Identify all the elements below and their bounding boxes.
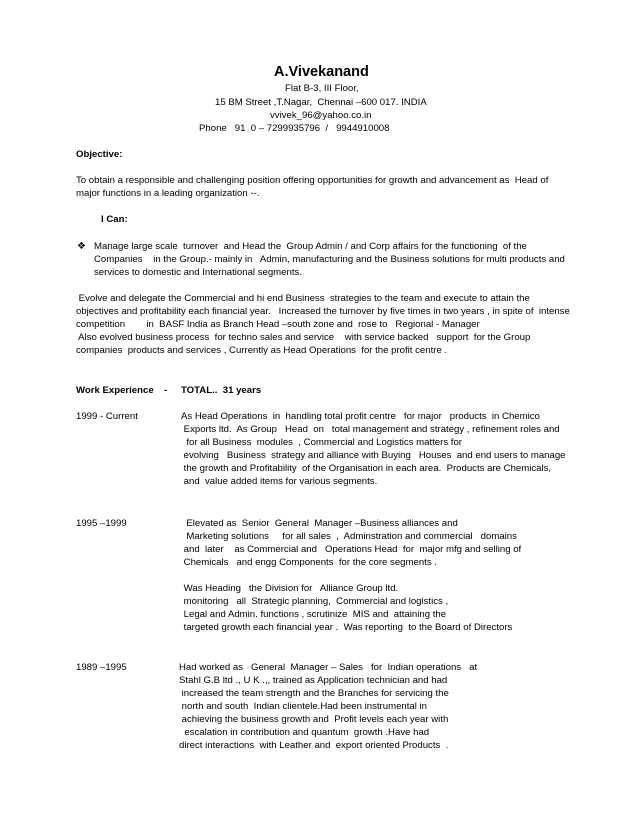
objective-heading: Objective: — [76, 149, 123, 160]
entry-line: Exports ltd. As Group Head on total management and strategy , refinement roles and — [181, 424, 560, 435]
entry-period: 1999 - Current — [76, 411, 138, 422]
diamond-bullet-icon: ❖ — [77, 241, 86, 252]
entry-line: north and south Indian clientele.Had been instrumental in — [179, 701, 427, 712]
entry-line: Stahl G.B ltd ., U K .,, trained as Application technician and had — [179, 675, 448, 686]
entry-line: Had worked as General Manager – Sales for Indian operations at — [179, 662, 478, 673]
ican-paragraph-line: objectives and profitability each financial year. Increased the turnover by five times in two years , in spite of intense — [76, 306, 570, 317]
entry-line: Chemicals and engg Components for the core segments . — [181, 557, 437, 568]
entry-line: for all Business modules , Commercial and Logistics matters for — [181, 437, 462, 448]
ican-paragraph-line: Evolve and delegate the Commercial and hi end Business strategies to the team and execute to attain the — [76, 293, 530, 304]
bullet-line: services to domestic and International segments. — [94, 267, 302, 278]
ican-paragraph-line: companies products and services , Currently as Head Operations for the profit centre . — [76, 345, 448, 356]
entry-line: achieving the business growth and Profit levels each year with — [179, 714, 449, 725]
ican-heading: I Can: — [101, 214, 128, 225]
entry-line: increased the team strength and the Branches for servicing the — [179, 688, 449, 699]
entry-line: escalation in contribution and quantum growth .Have had — [179, 727, 430, 738]
address-line-1: Flat B-3, III Floor, — [285, 83, 359, 94]
total-experience: TOTAL.. 31 years — [181, 385, 262, 396]
entry-line: direct interactions with Leather and export oriented Products . — [179, 740, 449, 751]
objective-line: To obtain a responsible and challenging position offering opportunities for growth and advancement as Head of — [76, 175, 549, 186]
phone-numbers: Phone 91 0 – 7299935796 / 9944910008 — [199, 123, 390, 134]
entry-line: Elevated as Senior General Manager –Business alliances and — [181, 518, 458, 529]
entry-line: Marketing solutions for all sales , Adminstration and commercial domains — [181, 531, 517, 542]
objective-line: major functions in a leading organization --. — [76, 188, 260, 199]
entry-line: the growth and Profitability of the Organisation in each area. Products are Chemicals, — [181, 463, 552, 474]
entry-line: and later as Commercial and Operations Head for major mfg and selling of — [181, 544, 522, 555]
email-address: vvivek_96@yahoo.co.in — [270, 110, 372, 121]
entry-line: Was Heading the Division for Alliance Group ltd. — [181, 583, 399, 594]
entry-line: monitoring all Strategic planning, Commercial and logistics , — [181, 596, 449, 607]
entry-line: and value added items for various segments. — [181, 476, 378, 487]
entry-period: 1995 –1999 — [76, 518, 127, 529]
ican-paragraph-line: Also evolved business process for techno sales and service with service backed support for the Group — [76, 332, 531, 343]
entry-line: evolving Business strategy and alliance with Buying Houses and end users to manage — [181, 450, 566, 461]
bullet-line: Companies in the Group.- mainly in Admin, manufacturing and the Business solutions for multi products and — [94, 254, 565, 265]
entry-line: As Head Operations in handling total profit centre for major products in Chemico — [181, 411, 540, 422]
bullet-line: Manage large scale turnover and Head the Group Admin / and Corp affairs for the functioning of the — [94, 241, 527, 252]
entry-line: Legal and Admin. functions , scrutinize MIS and attaining the — [181, 609, 447, 620]
entry-line: targeted growth each financial year . Was reporting to the Board of Directors — [181, 622, 513, 633]
entry-period: 1989 –1995 — [76, 662, 127, 673]
candidate-name: A.Vivekanand — [274, 64, 369, 80]
address-line-2: 15 BM Street ,T.Nagar, Chennai –600 017. INDIA — [215, 97, 427, 108]
work-experience-heading: Work Experience — [76, 385, 154, 396]
ican-paragraph-line: competition in BASF India as Branch Head –south zone and rose to Regional - Manager — [76, 319, 480, 330]
work-experience-dash: - — [164, 385, 168, 396]
